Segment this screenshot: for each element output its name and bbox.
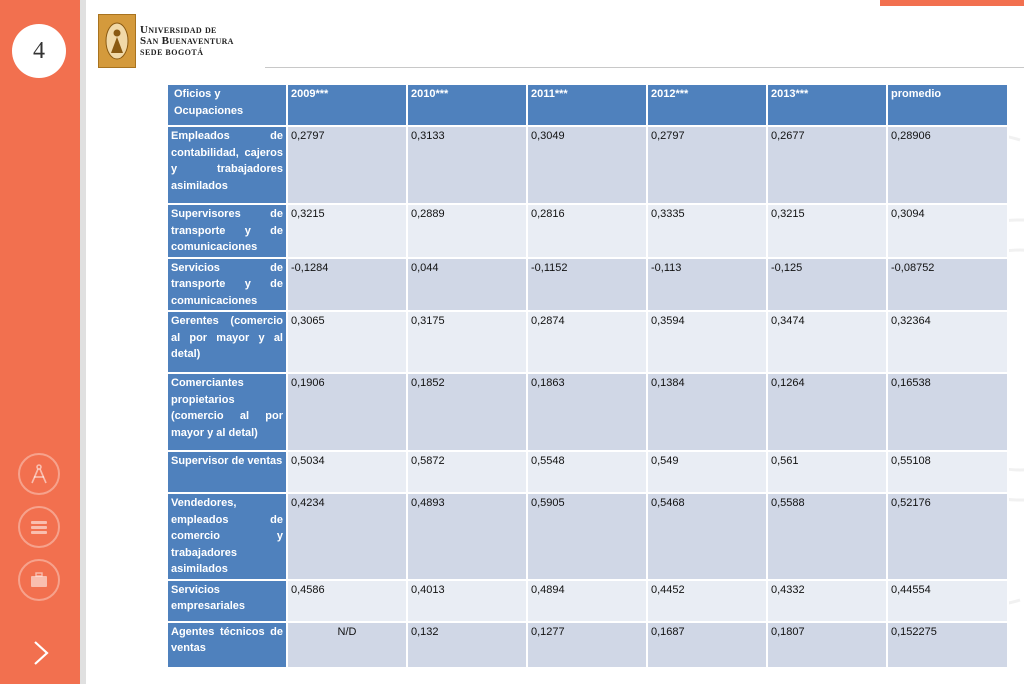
table-cell: 0,1277	[527, 622, 647, 668]
row-label: Supervisores de transporte y de comunicaciones	[167, 204, 287, 258]
table-cell: 0,549	[647, 451, 767, 493]
table-cell: 0,3335	[647, 204, 767, 258]
table-cell: 0,2816	[527, 204, 647, 258]
row-label: Supervisor de ventas	[167, 451, 287, 493]
sidebar	[0, 0, 80, 684]
table-cell: 0,2874	[527, 311, 647, 373]
table-cell: 0,4332	[767, 580, 887, 622]
header-cell: 2009***	[287, 84, 407, 126]
table-row	[167, 580, 1008, 622]
table-cell: 0,1687	[647, 622, 767, 668]
table-cell: 0,55108	[887, 451, 1008, 493]
table-cell: 0,4893	[407, 493, 527, 580]
header-cell: 2013***	[767, 84, 887, 126]
university-logo	[98, 14, 234, 68]
table-cell: 0,3065	[287, 311, 407, 373]
header-cell: 2010***	[407, 84, 527, 126]
occupations-table	[166, 83, 1009, 669]
table-row	[167, 204, 1008, 258]
table-cell: 0,5034	[287, 451, 407, 493]
table-cell: 0,4586	[287, 580, 407, 622]
table-cell: 0,152275	[887, 622, 1008, 668]
table-cell: 0,52176	[887, 493, 1008, 580]
table-cell: 0,044	[407, 258, 527, 312]
table-cell: -0,1284	[287, 258, 407, 312]
logo-line-3: SEDE BOGOTÁ	[140, 47, 204, 57]
logo-line-1: Universidad de	[140, 23, 217, 36]
header-cell: Oficios y Ocupaciones	[167, 84, 287, 126]
table-cell: 0,4013	[407, 580, 527, 622]
table-cell: 0,2797	[647, 126, 767, 204]
table-cell: 0,5468	[647, 493, 767, 580]
table-cell: 0,1264	[767, 373, 887, 451]
table-header-row	[167, 84, 1008, 126]
table-cell: 0,4452	[647, 580, 767, 622]
table-cell: 0,3175	[407, 311, 527, 373]
table-cell: -0,1152	[527, 258, 647, 312]
row-label: Comerciantes propietarios (comercio al por mayor y al detal)	[167, 373, 287, 451]
table-cell: 0,2677	[767, 126, 887, 204]
table-cell: 0,44554	[887, 580, 1008, 622]
university-seal-icon	[98, 14, 136, 68]
table-cell: 0,5872	[407, 451, 527, 493]
table-cell: 0,3215	[767, 204, 887, 258]
table-cell: 0,16538	[887, 373, 1008, 451]
table-cell: 0,3474	[767, 311, 887, 373]
table-cell: 0,1384	[647, 373, 767, 451]
table-cell: 0,32364	[887, 311, 1008, 373]
table-cell: 0,1807	[767, 622, 887, 668]
table-row	[167, 373, 1008, 451]
table-cell: -0,08752	[887, 258, 1008, 312]
row-label: Servicios empresariales	[167, 580, 287, 622]
slide-number	[12, 24, 66, 78]
books-icon[interactable]	[18, 506, 60, 548]
table-cell: -0,113	[647, 258, 767, 312]
table-row	[167, 311, 1008, 373]
table-cell: N/D	[287, 622, 407, 668]
sidebar-edge	[80, 0, 86, 684]
table-cell: -0,125	[767, 258, 887, 312]
table-cell: 0,4234	[287, 493, 407, 580]
table-cell: 0,561	[767, 451, 887, 493]
table-row	[167, 493, 1008, 580]
compass-icon[interactable]	[18, 453, 60, 495]
header-cell: 2011***	[527, 84, 647, 126]
row-label: Vendedores, empleados de comercio y trabajadores asimilados	[167, 493, 287, 580]
briefcase-icon[interactable]	[18, 559, 60, 601]
logo-line-2: San Buenaventura	[140, 34, 234, 47]
table-cell: 0,5905	[527, 493, 647, 580]
table-cell: 0,5588	[767, 493, 887, 580]
top-accent-bar	[880, 0, 1024, 6]
slide-number-text: 4	[33, 37, 45, 64]
table-cell: 0,1852	[407, 373, 527, 451]
header-cell: promedio	[887, 84, 1008, 126]
table-cell: 0,1863	[527, 373, 647, 451]
row-label: Agentes técnicos de ventas	[167, 622, 287, 668]
table-cell: 0,3094	[887, 204, 1008, 258]
header-cell: 2012***	[647, 84, 767, 126]
table-row	[167, 451, 1008, 493]
table-cell: 0,2889	[407, 204, 527, 258]
table-cell: 0,2797	[287, 126, 407, 204]
chevron-right-icon	[32, 640, 50, 666]
row-label: Empleados de contabilidad, cajeros y trabajadores asimilados	[167, 126, 287, 204]
table-cell: 0,3594	[647, 311, 767, 373]
table-cell: 0,3049	[527, 126, 647, 204]
row-label: Gerentes (comercio al por mayor y al detal)	[167, 311, 287, 373]
table-cell: 0,132	[407, 622, 527, 668]
table-cell: 0,1906	[287, 373, 407, 451]
next-slide-button[interactable]	[26, 636, 56, 670]
table-cell: 0,28906	[887, 126, 1008, 204]
table-cell: 0,3215	[287, 204, 407, 258]
table-row	[167, 258, 1008, 312]
table-row	[167, 622, 1008, 668]
table-cell: 0,5548	[527, 451, 647, 493]
table-cell: 0,4894	[527, 580, 647, 622]
table-row	[167, 126, 1008, 204]
row-label: Servicios de transporte y de comunicaciones	[167, 258, 287, 312]
table-cell: 0,3133	[407, 126, 527, 204]
